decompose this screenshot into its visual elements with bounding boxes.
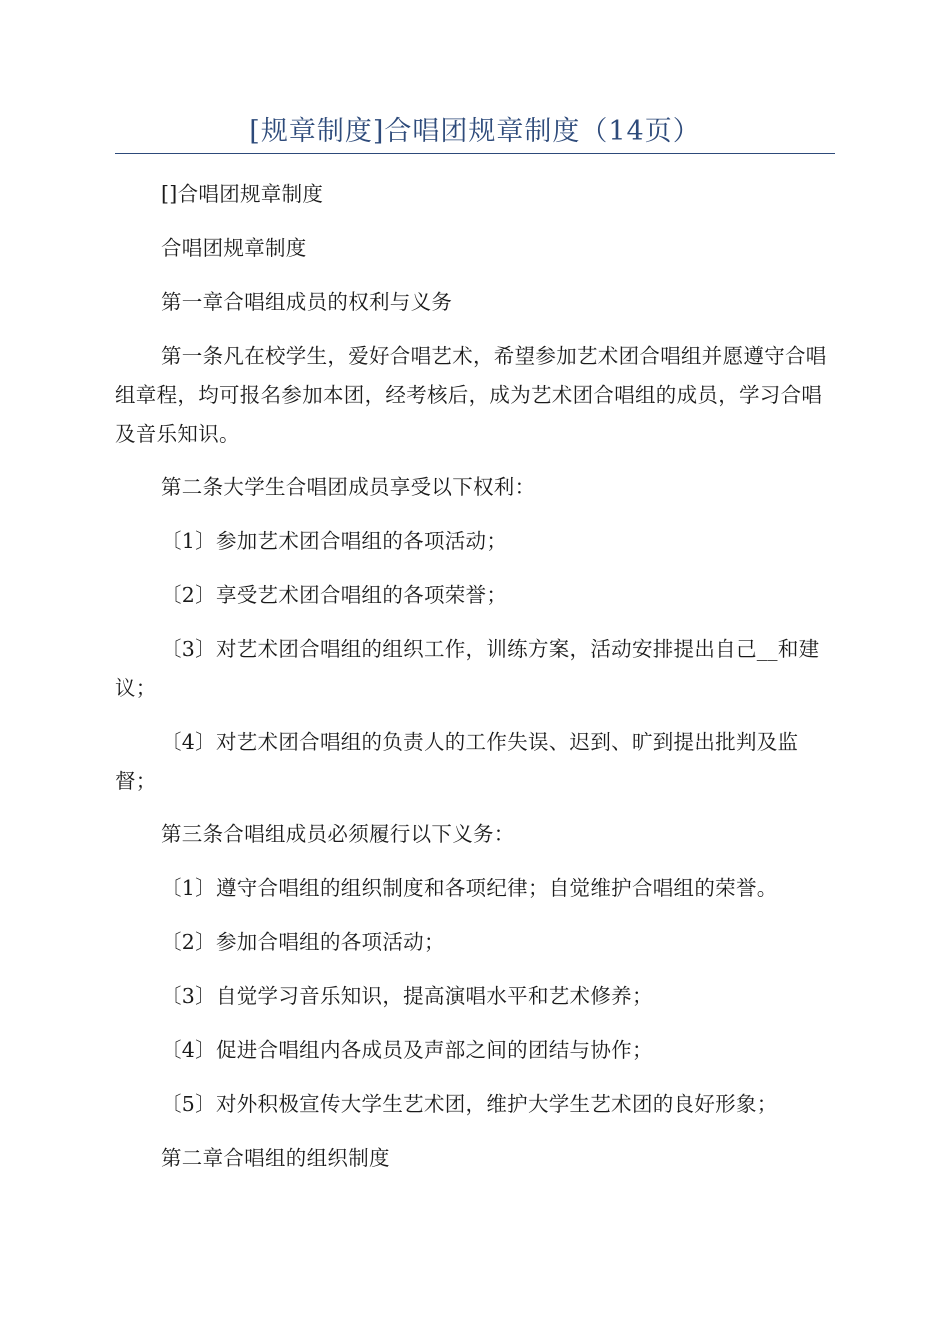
article-1: 第一条凡在校学生，爱好合唱艺术，希望参加艺术团合唱组并愿遵守合唱组章程，均可报名参加本团，经考核后，成为艺术团合唱组的成员，学习合唱及音乐知识。 (115, 344, 827, 446)
right-item-2: 〔2〕享受艺术团合唱组的各项荣誉； (161, 583, 508, 607)
article-2: 第二条大学生合唱团成员享受以下权利： (161, 475, 536, 499)
duty-item-4: 〔4〕促进合唱组内各成员及声部之间的团结与协作； (161, 1038, 653, 1062)
chapter-2-heading: 第二章合唱组的组织制度 (161, 1146, 390, 1170)
duty-item-1: 〔1〕遵守合唱组的组织制度和各项纪律；自觉维护合唱组的荣誉。 (161, 876, 778, 900)
duty-item-3: 〔3〕自觉学习音乐知识，提高演唱水平和艺术修养； (161, 984, 653, 1008)
title-underline (115, 153, 835, 154)
right-item-1: 〔1〕参加艺术团合唱组的各项活动； (161, 529, 508, 553)
paragraph-heading-1: []合唱团规章制度 (161, 182, 324, 206)
chapter-1-heading: 第一章合唱组成员的权利与义务 (161, 290, 453, 314)
paragraph-heading-2: 合唱团规章制度 (161, 236, 307, 260)
article-3: 第三条合唱组成员必须履行以下义务： (161, 822, 515, 846)
right-item-4: 〔4〕对艺术团合唱组的负责人的工作失误、迟到、旷到提出批判及监督； (115, 730, 799, 793)
right-item-3: 〔3〕对艺术团合唱组的组织工作，训练方案，活动安排提出自己__和建议； (115, 637, 820, 700)
duty-item-2: 〔2〕参加合唱组的各项活动； (161, 930, 445, 954)
document-title: [规章制度]合唱团规章制度（14页） (249, 116, 701, 147)
duty-item-5: 〔5〕对外积极宣传大学生艺术团，维护大学生艺术团的良好形象； (161, 1092, 778, 1116)
